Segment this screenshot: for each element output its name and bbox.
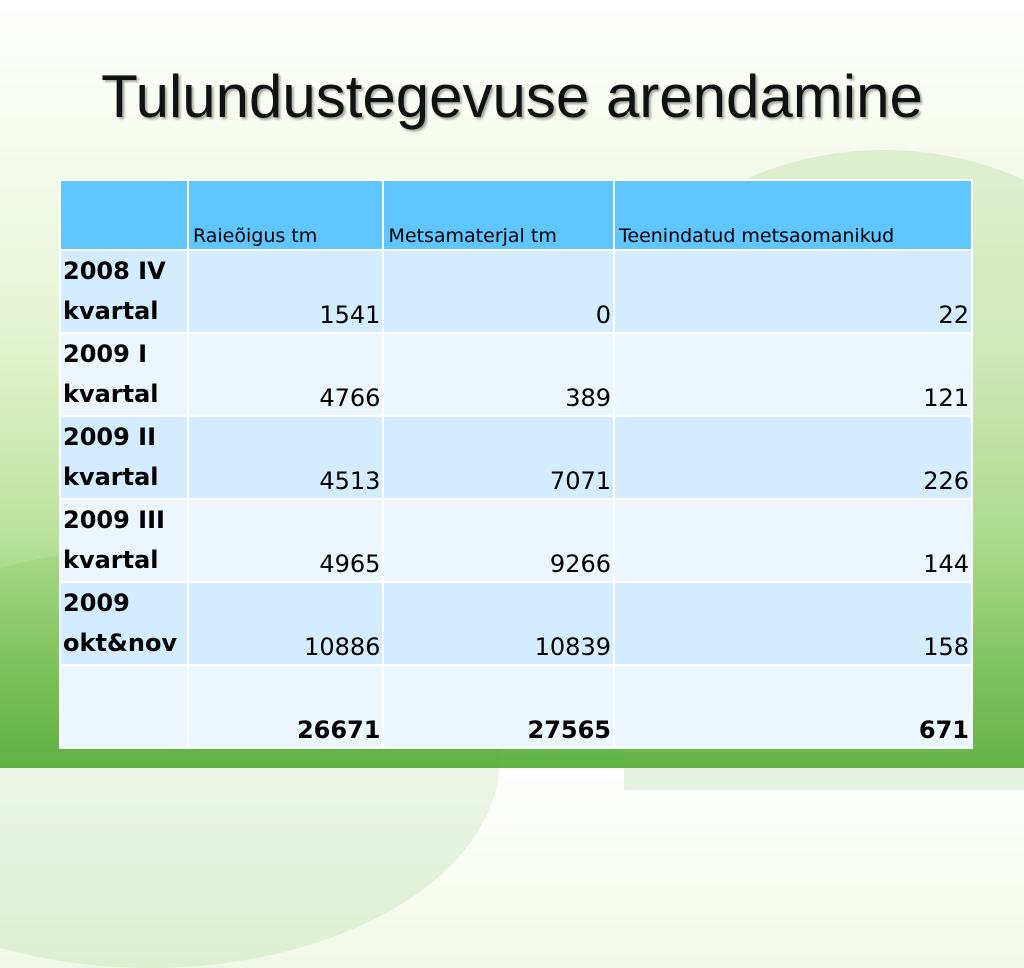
row-label: 2009 II kvartal <box>60 416 188 499</box>
cell-teenindatud: 22 <box>614 250 972 333</box>
cell-raieoigus: 1541 <box>188 250 384 333</box>
cell-metsamaterjal: 0 <box>383 250 614 333</box>
table-row <box>60 582 972 665</box>
cell-metsamaterjal: 7071 <box>383 416 614 499</box>
total-metsamaterjal: 27565 <box>383 665 614 748</box>
table-row <box>60 333 972 416</box>
cell-teenindatud: 226 <box>614 416 972 499</box>
header-cell-empty <box>60 180 188 250</box>
cell-raieoigus: 4513 <box>188 416 384 499</box>
cell-metsamaterjal: 9266 <box>383 499 614 582</box>
header-cell-raieoigus: Raieõigus tm <box>188 180 384 250</box>
totals-label <box>60 665 188 748</box>
table-row <box>60 250 972 333</box>
cell-metsamaterjal: 10839 <box>383 582 614 665</box>
cell-metsamaterjal: 389 <box>383 333 614 416</box>
slide-title: Tulundustegevuse arendamine <box>101 63 923 130</box>
totals-row <box>60 665 972 748</box>
cell-raieoigus: 4965 <box>188 499 384 582</box>
row-label: 2009 I kvartal <box>60 333 188 416</box>
table-row <box>60 416 972 499</box>
cell-raieoigus: 10886 <box>188 582 384 665</box>
header-cell-teenindatud: Teenindatud metsaomanikud <box>614 180 972 250</box>
cell-raieoigus: 4766 <box>188 333 384 416</box>
table-row <box>60 499 972 582</box>
header-cell-metsamaterjal: Metsamaterjal tm <box>383 180 614 250</box>
row-label: 2009 III kvartal <box>60 499 188 582</box>
cell-teenindatud: 158 <box>614 582 972 665</box>
row-label: 2009 okt&nov <box>60 582 188 665</box>
table-header-row <box>60 180 972 250</box>
row-label: 2008 IV kvartal <box>60 250 188 333</box>
total-raieoigus: 26671 <box>188 665 384 748</box>
cell-teenindatud: 121 <box>614 333 972 416</box>
data-table <box>59 179 973 749</box>
cell-teenindatud: 144 <box>614 499 972 582</box>
total-teenindatud: 671 <box>614 665 972 748</box>
